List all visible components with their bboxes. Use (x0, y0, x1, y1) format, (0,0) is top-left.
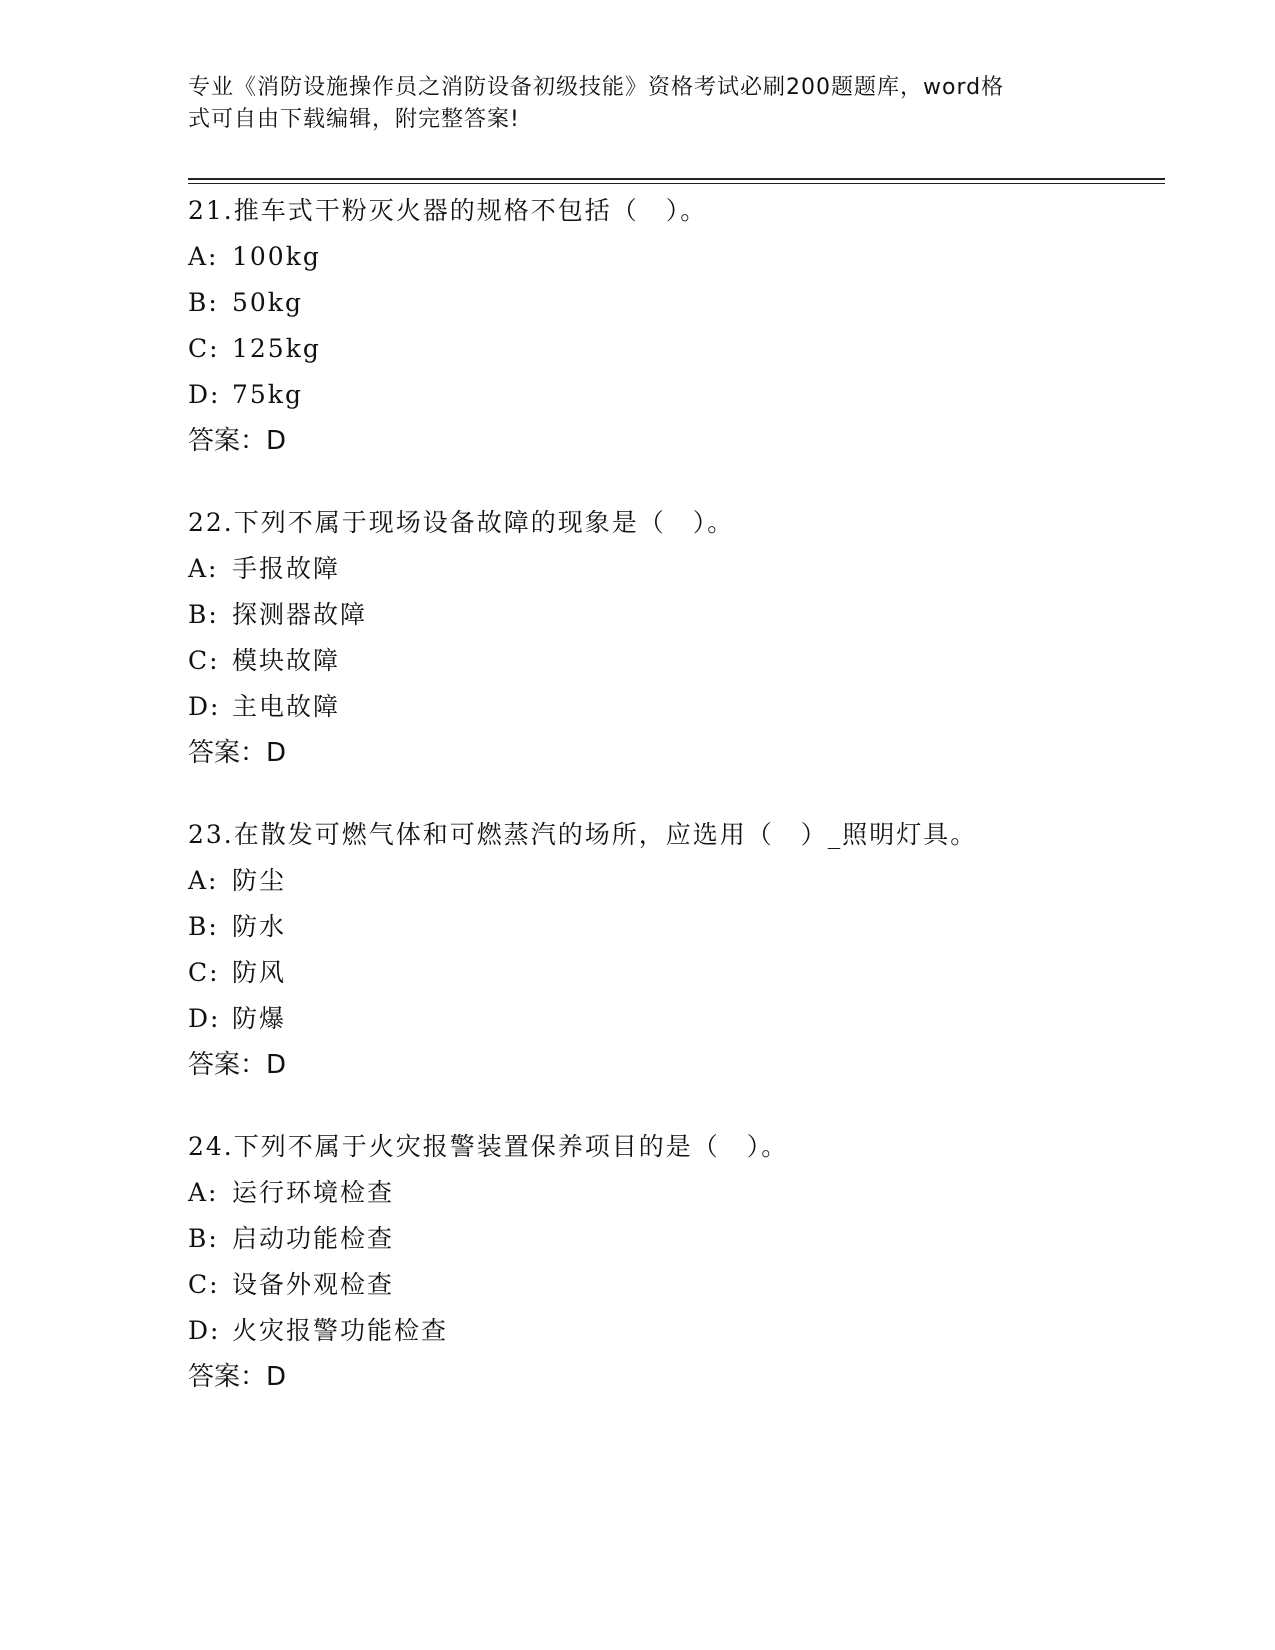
option-text: 主电故障 (232, 692, 341, 721)
document-header (188, 72, 1088, 136)
option-b (188, 1216, 1168, 1262)
question-24 (188, 1124, 1168, 1400)
option-letter: A: (188, 866, 219, 895)
option-text: 防水 (232, 912, 287, 941)
option-b (188, 592, 1168, 638)
option-d (188, 996, 1168, 1042)
header-divider-thick (188, 178, 1165, 180)
option-text: 防爆 (232, 1004, 287, 1033)
option-letter: D: (188, 1004, 221, 1033)
option-text: 50kg (232, 288, 303, 317)
option-text: 启动功能检查 (232, 1224, 395, 1253)
option-text: 模块故障 (232, 646, 341, 675)
option-letter: B: (188, 600, 219, 629)
header-line-1: 专业《消防设施操作员之消防设备初级技能》资格考试必刷200题题库，word格 (188, 75, 1005, 100)
header-line-2: 式可自由下载编辑，附完整答案! (188, 107, 520, 132)
answer-line: 答案：D (188, 1050, 287, 1080)
option-text: 125kg (232, 334, 321, 363)
option-text: 防尘 (232, 866, 287, 895)
option-letter: B: (188, 1224, 219, 1253)
option-letter: C: (188, 958, 220, 987)
option-a (188, 546, 1168, 592)
option-a (188, 234, 1168, 280)
answer-line: 答案：D (188, 426, 287, 456)
option-letter: C: (188, 1270, 220, 1299)
question-title: 23.在散发可燃气体和可燃蒸汽的场所，应选用（ ）_照明灯具。 (188, 820, 978, 849)
question-list (188, 188, 1168, 1436)
option-text: 火灾报警功能检查 (232, 1316, 449, 1345)
option-text: 防风 (232, 958, 287, 987)
option-b (188, 904, 1168, 950)
question-title: 22.下列不属于现场设备故障的现象是（ ）。 (188, 508, 735, 537)
option-b (188, 280, 1168, 326)
option-d (188, 372, 1168, 418)
answer-line: 答案：D (188, 738, 287, 768)
option-text: 探测器故障 (232, 600, 368, 629)
option-c (188, 1262, 1168, 1308)
option-a (188, 858, 1168, 904)
option-letter: A: (188, 554, 219, 583)
header-divider-thin (188, 183, 1165, 184)
question-title: 21.推车式干粉灭火器的规格不包括（ ）。 (188, 196, 708, 225)
option-d (188, 684, 1168, 730)
option-letter: B: (188, 288, 219, 317)
option-letter: A: (188, 1178, 219, 1207)
option-c (188, 326, 1168, 372)
option-text: 设备外观检查 (232, 1270, 395, 1299)
question-title: 24.下列不属于火灾报警装置保养项目的是（ ）。 (188, 1132, 789, 1161)
option-letter: B: (188, 912, 219, 941)
option-c (188, 950, 1168, 996)
option-letter: C: (188, 646, 220, 675)
question-23 (188, 812, 1168, 1088)
option-c (188, 638, 1168, 684)
option-text: 手报故障 (232, 554, 341, 583)
option-letter: D: (188, 692, 221, 721)
option-letter: D: (188, 1316, 221, 1345)
option-a (188, 1170, 1168, 1216)
option-d (188, 1308, 1168, 1354)
option-letter: C: (188, 334, 220, 363)
option-text: 100kg (232, 242, 321, 271)
question-21 (188, 188, 1168, 464)
question-22 (188, 500, 1168, 776)
option-text: 75kg (232, 380, 303, 409)
answer-line: 答案：D (188, 1362, 287, 1392)
option-letter: A: (188, 242, 219, 271)
option-text: 运行环境检查 (232, 1178, 395, 1207)
option-letter: D: (188, 380, 221, 409)
